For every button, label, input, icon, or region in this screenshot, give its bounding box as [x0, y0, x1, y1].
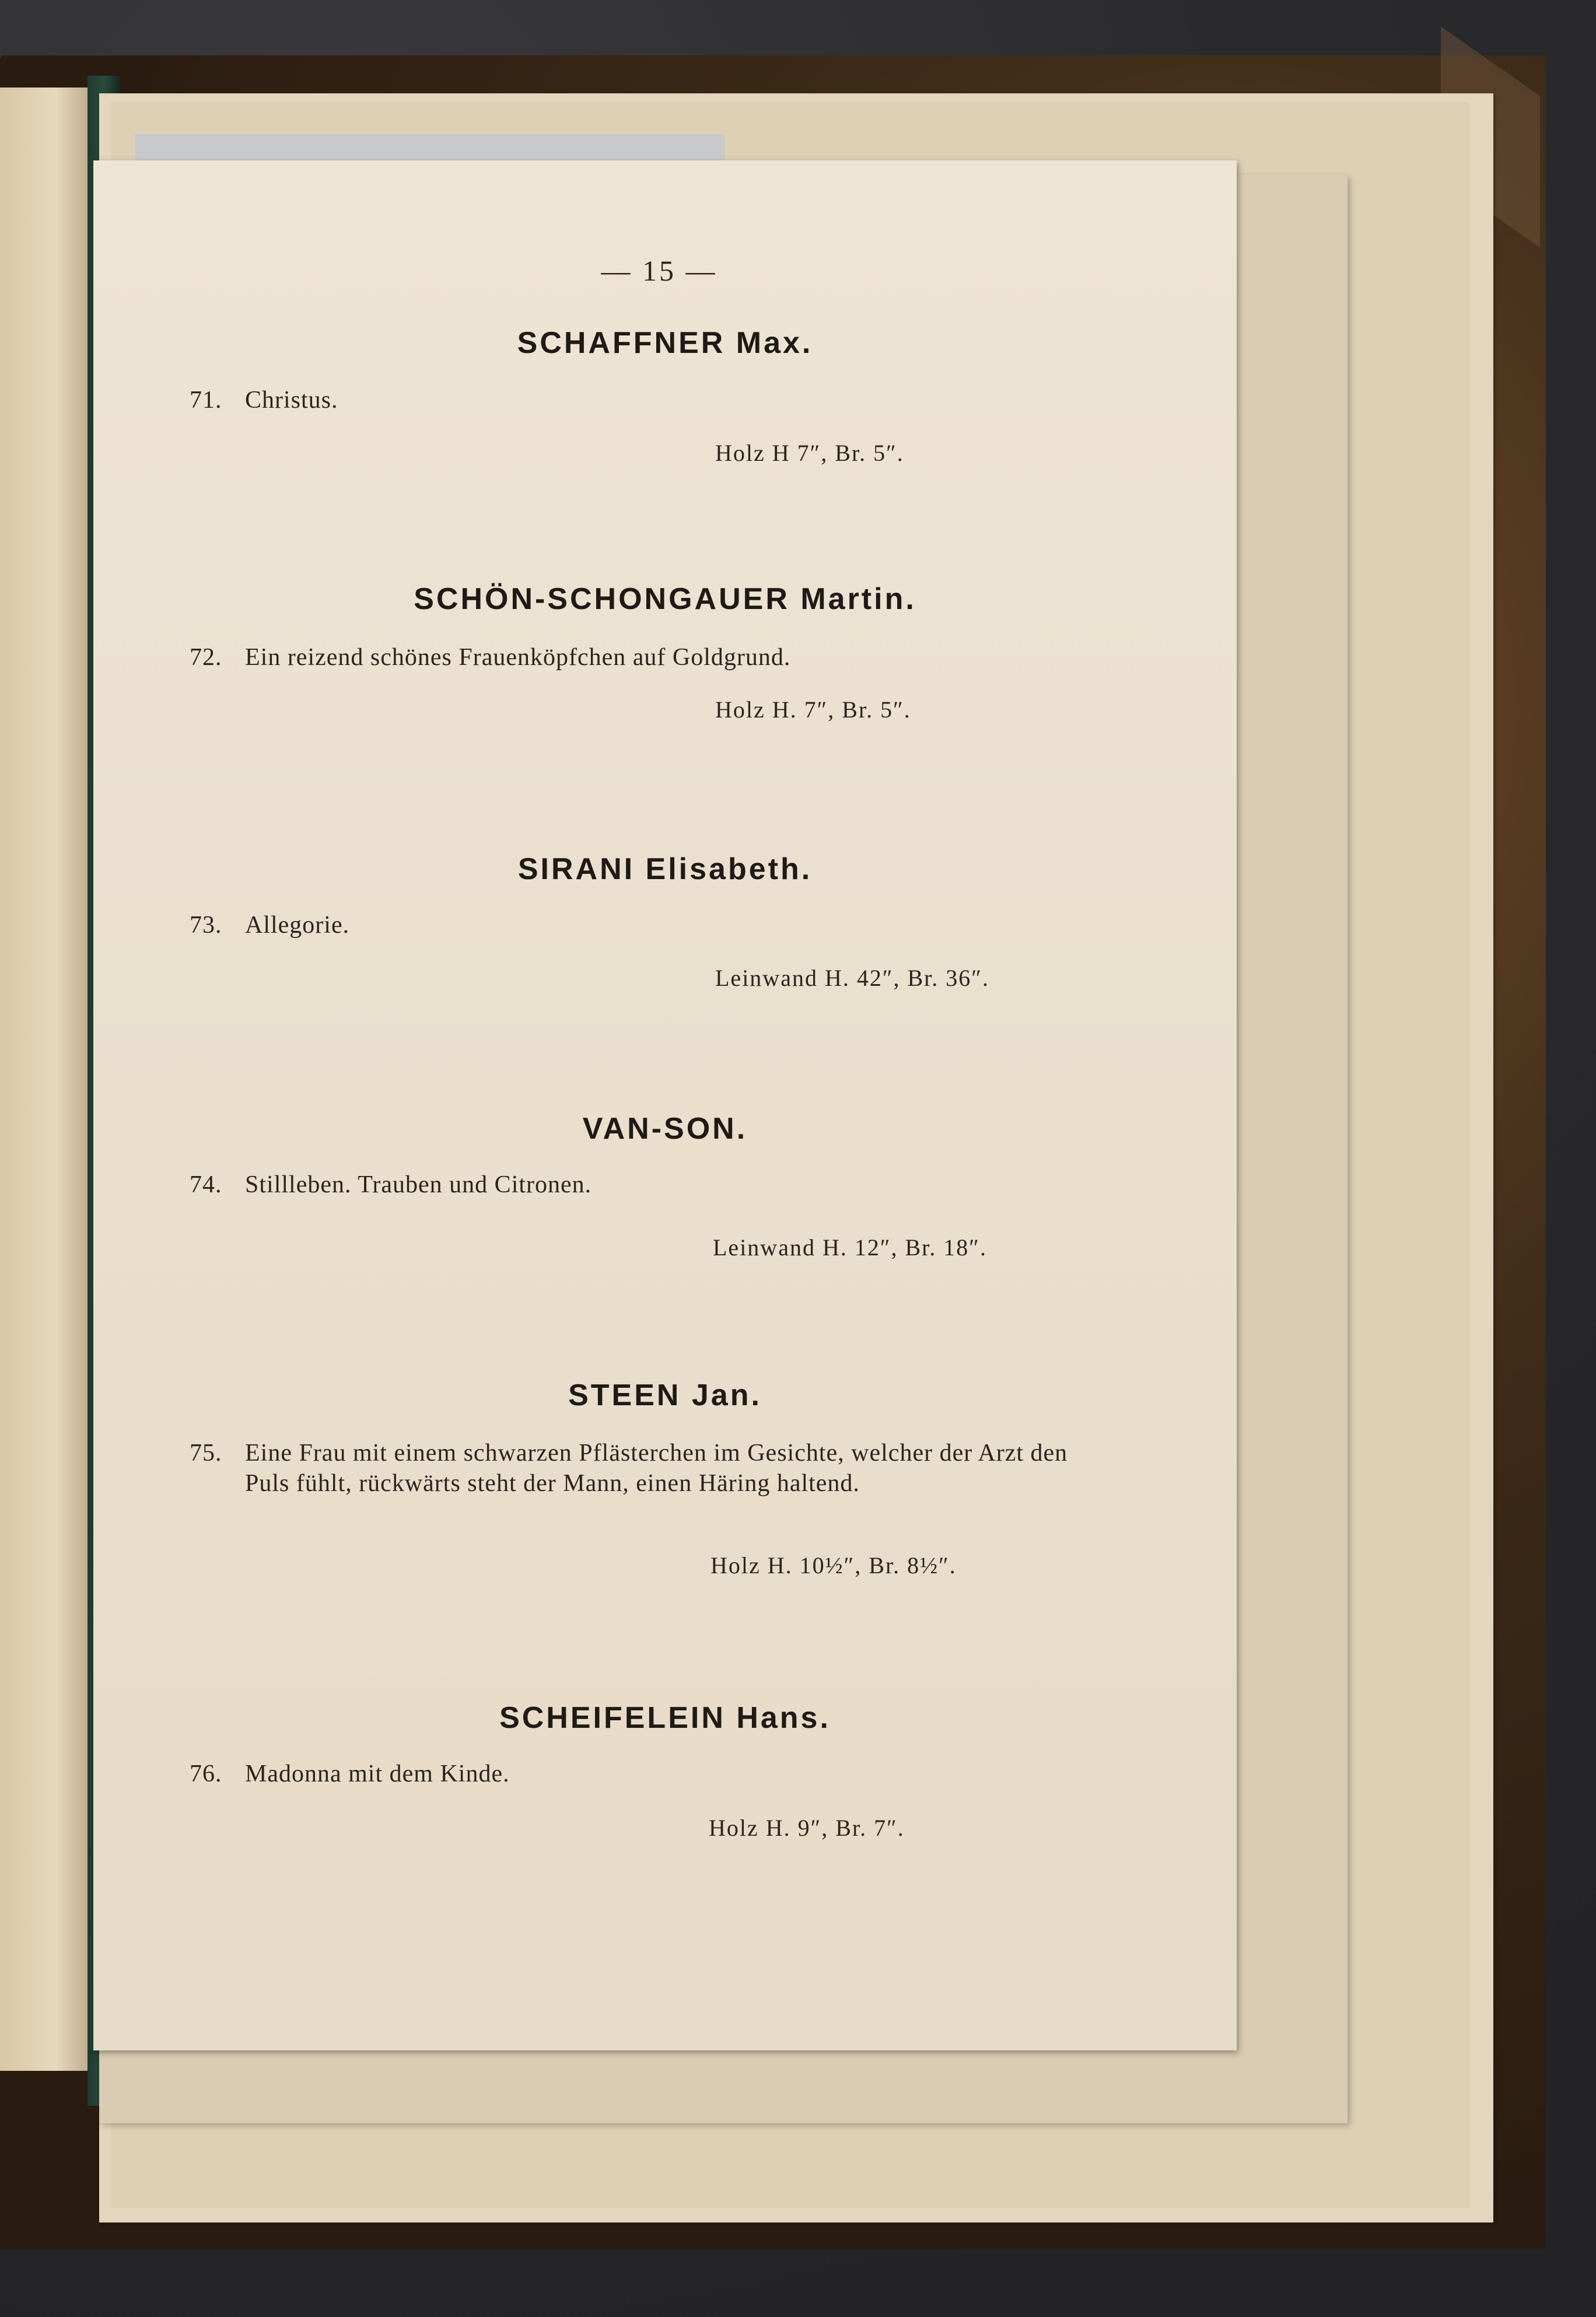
- catalogue-entry: [190, 1170, 1102, 1200]
- entry-number: 73.: [190, 912, 222, 939]
- artist-heading: STEEN Jan.: [568, 1378, 762, 1412]
- entry-dimensions: Holz H. 10½″, Br. 8½″.: [710, 1552, 957, 1578]
- catalogue-entry: [190, 385, 1102, 415]
- entry-title: Stillleben. Trauben und Citronen.: [245, 1171, 592, 1198]
- entry-dimensions: Holz H 7″, Br. 5″.: [715, 440, 904, 466]
- entry-title: Eine Frau mit einem schwarzen Pflästerchen im Gesichte, welcher der Arzt den Puls fühlt, rückwärts steht der Mann, einen Häring haltend.: [245, 1440, 1068, 1497]
- entry-title: Madonna mit dem Kinde.: [245, 1760, 510, 1787]
- entry-dimensions: Holz H. 7″, Br. 5″.: [715, 696, 911, 723]
- entry-number: 75.: [190, 1440, 222, 1466]
- entry-title: Ein reizend schönes Frauenköpfchen auf Goldgrund.: [245, 644, 791, 671]
- entry-dimensions: Leinwand H. 12″, Br. 18″.: [713, 1234, 987, 1261]
- catalogue-entry: [190, 642, 1102, 673]
- entry-title: Allegorie.: [245, 912, 350, 939]
- page-number: — 15 —: [601, 254, 718, 287]
- entry-number: 72.: [190, 644, 222, 671]
- entry-number: 74.: [190, 1171, 222, 1198]
- artist-heading: SCHAFFNER Max.: [517, 326, 813, 360]
- catalogue-entry: [190, 1438, 1073, 1499]
- artist-heading: SIRANI Elisabeth.: [517, 852, 813, 886]
- catalogue-page: [93, 160, 1237, 2050]
- entry-title: Christus.: [245, 387, 338, 414]
- catalogue-entry: [190, 1759, 1102, 1789]
- entry-number: 71.: [190, 387, 222, 414]
- catalogue-entry: [190, 910, 1102, 940]
- artist-heading: VAN-SON.: [582, 1112, 748, 1146]
- left-facing-page: [0, 88, 93, 2071]
- entry-dimensions: Leinwand H. 42″, Br. 36″.: [715, 965, 989, 991]
- artist-heading: SCHEIFELEIN Hans.: [499, 1701, 831, 1735]
- artist-heading: SCHÖN-SCHONGAUER Martin.: [414, 582, 916, 616]
- entry-dimensions: Holz H. 9″, Br. 7″.: [709, 1815, 905, 1841]
- entry-number: 76.: [190, 1760, 222, 1787]
